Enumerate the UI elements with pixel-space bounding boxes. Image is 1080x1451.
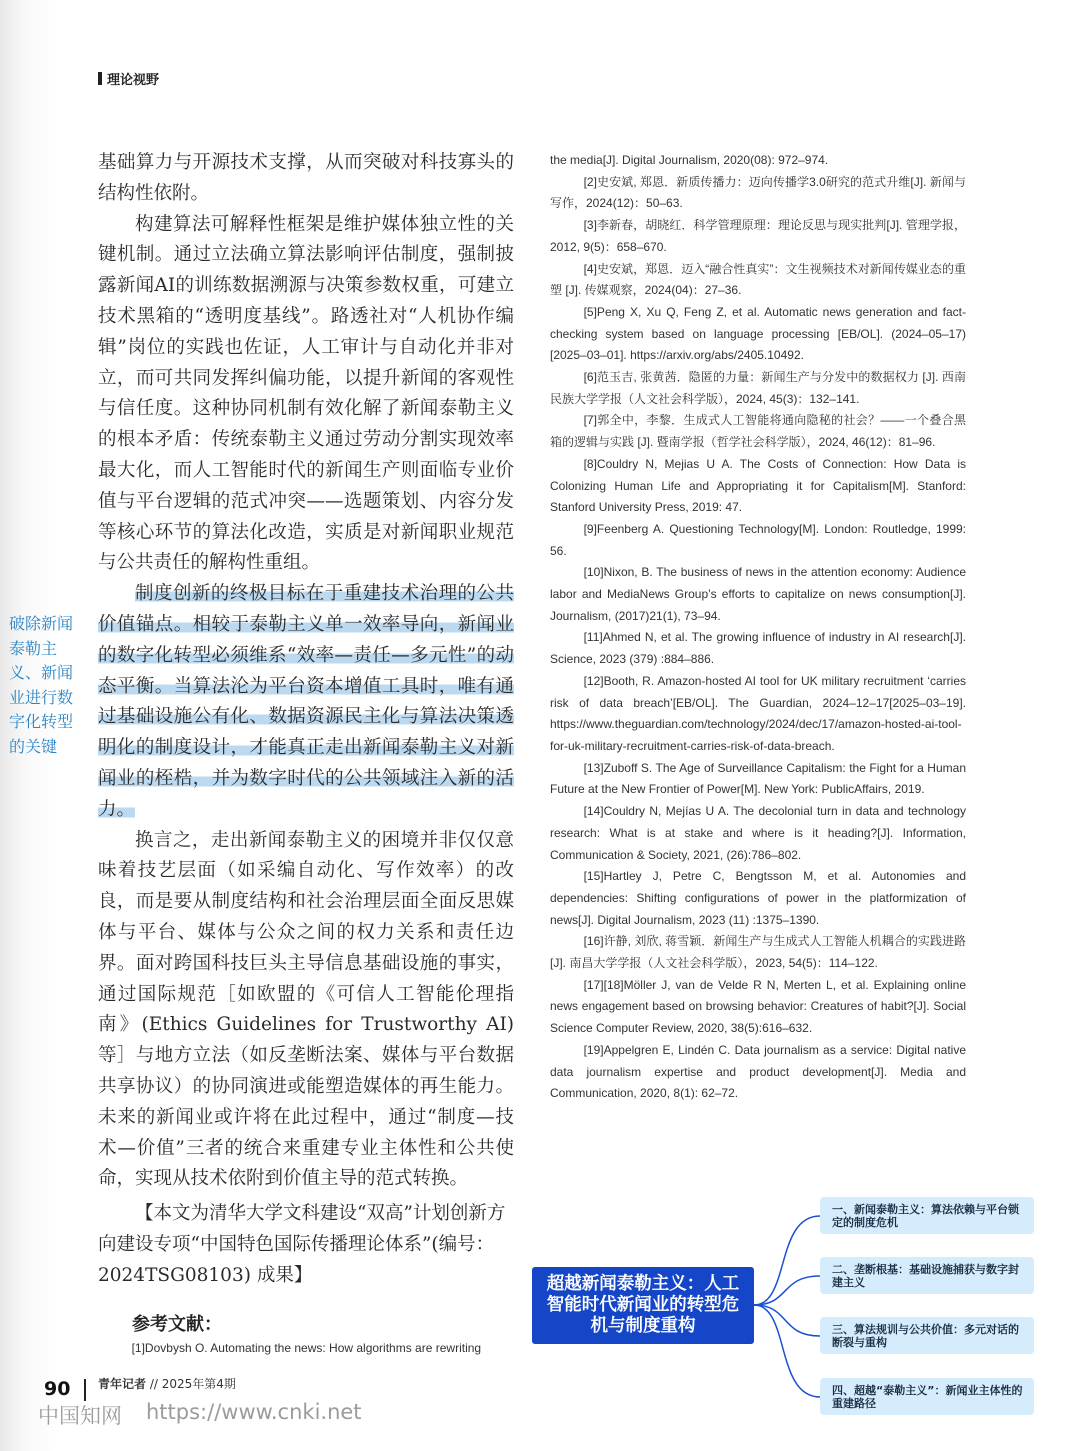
paragraph-1: 基础算力与开源技术支撑，从而突破对科技寡头的结构性依附。 xyxy=(98,152,514,204)
reference-entry: [19]Appelgren E, Lindén C. Data journalism as a service: Digital native data journalism expertise and product development[J]. Media and Communication, 2020, 8(1): 62–72. xyxy=(550,1042,966,1101)
cnki-watermark xyxy=(38,1400,362,1430)
mindmap-branch-4: 四、超越“泰勒主义”：新闻业主体性的重建路径 xyxy=(820,1378,1034,1415)
reference-entry: the media[J]. Digital Journalism, 2020(08): 972–974. xyxy=(550,153,829,167)
section-header xyxy=(98,69,159,88)
margin-annotation: 破除新闻泰勒主义、新闻业进行数字化转型的关键 xyxy=(9,614,74,756)
reference-entry: [15]Hartley J, Petre C, Bengtsson M, et al. Autonomies and dependencies: Shifting configurations of power in the platformization of news[J]. Digital Journalism, 2023 (11) :1375–1390. xyxy=(550,869,966,927)
reference-entry: [4]史安斌，郑恩．迈入“融合性真实”：文生视频技术对新闻传媒业态的重塑 [J]. 传媒观察，2024(04)：27–36. xyxy=(550,261,966,298)
reference-entry: [5]Peng X, Xu Q, Feng Z, et al. Automatic news generation and fact-checking system based on language processing [EB/OL]. (2024–05–17) [2025–03–01]. https://arxiv.org/abs/2405.10492. xyxy=(550,304,966,363)
paragraph-3-highlighted xyxy=(98,579,514,825)
mindmap-center-node: 超越新闻泰勒主义：人工智能时代新闻业的转型危机与制度重构 xyxy=(532,1267,754,1344)
left-column xyxy=(98,148,514,1360)
funding-note: 【本文为清华大学文科建设“双高”计划创新方向建设专项“中国特色国际传播理论体系”(编号：2024TSG08103) 成果】 xyxy=(98,1203,506,1286)
watermark-url: https://www.cnki.net xyxy=(146,1400,362,1424)
reference-entry: [11]Ahmed N, et al. The growing influence of industry in AI research[J]. Science, 2023 (379) :884–886. xyxy=(550,630,966,667)
mindmap-branch-3: 三、算法规训与公共价值：多元对话的断裂与重构 xyxy=(820,1317,1034,1354)
references-heading: 参考文献： xyxy=(132,1313,222,1335)
mindmap-branch-2: 二、垄断根基：基础设施捕获与数字封建主义 xyxy=(820,1257,1034,1294)
reference-entry: [3]李新春，胡晓红．科学管理原理：理论反思与现实批判[J]. 管理学报，2012, 9(5)：658–670. xyxy=(550,218,966,254)
footer-divider xyxy=(84,1379,86,1401)
reference-1: [1]Dovbysh O. Automating the news: How algorithms are rewriting xyxy=(131,1340,482,1355)
reference-entry: [16]许静, 刘欣, 蒋雪颖．新闻生产与生成式人工智能人机耦合的实践进路 [J]. 南昌大学学报（人文社会科学版），2023, 54(5)：114–122. xyxy=(550,934,966,971)
reference-entry: [14]Couldry N, Mejías U A. The decolonial turn in data and technology research: What is at stake and where is it heading?[J]. Information, Communication & Society, 2021, (26):786–802. xyxy=(550,804,966,862)
journal-name: 青年记者 xyxy=(98,1377,147,1391)
paragraph-4: 换言之，走出新闻泰勒主义的困境并非仅仅意味着技艺层面（如采编自动化、写作效率）的改良，而是要从制度结构和社会治理层面全面反思媒体与平台、媒体与公众之间的权力关系和责任边界。面对跨国科技巨头主导信息基础设施的事实，通过国际规范［如欧盟的《可信人工智能伦理指南》(Ethics Guidelines for Trustworthy AI) 等］与地方立法（如反垄断法案、媒体与平台数据共享协议）的协同演进或能塑造媒体的再生能力。未来的新闻业或许将在此过程中，通过“制度—技术—价值”三者的统合来重建专业主体性和公共使命，实现从技术依附到价值主导的范式转换。 xyxy=(98,829,514,1190)
page-number: 90 xyxy=(44,1378,71,1400)
reference-entry: [12]Booth, R. Amazon-hosted AI tool for UK military recruitment ‘carries risk of data breach’[EB/OL]. The Guardian, 2024–12–17[2025–03–19]. https://www.theguardian.com/technology/2024/dec/17/amazon-hosted-ai-tool-for-uk-military-recruitment-carries-risk-of-data-breach. xyxy=(550,673,966,753)
section-marker-icon xyxy=(98,72,102,85)
reference-entry: [10]Nixon, B. The business of news in the attention economy: Audience labor and MediaNews Group’s efforts to capitalize on news consumption[J]. Journalism, (2017)21(1), 73–94. xyxy=(550,565,966,623)
reference-entry: [17][18]Möller J, van de Velde R N, Merten L, et al. Explaining online news engagement based on browsing behavior: Creatures of habit?[J]. Social Science Computer Review, 2020, 38(5):616–632. xyxy=(550,977,966,1036)
reference-entry: [7]郭全中，李黎．生成式人工智能将通向隐秘的社会？——一个叠合黑箱的逻辑与实践 [J]. 暨南学报（哲学社会科学版），2024, 46(12)：81–96. xyxy=(550,413,966,450)
connector-line-2 xyxy=(754,1276,820,1305)
watermark-cn: 中国知网 xyxy=(38,1404,122,1428)
paragraph-2: 构建算法可解释性框架是维护媒体独立性的关键机制。通过立法确立算法影响评估制度，强制披露新闻AI的训练数据溯源与决策参数权重，可建立技术黑箱的“透明度基线”。路透社对“人机协作编辑”岗位的实践也佐证，人工审计与自动化并非对立，而可共同发挥纠偏功能，以提升新闻的客观性与信任度。这种协同机制有效化解了新闻泰勒主义的根本矛盾：传统泰勒主义通过劳动分割实现效率最大化，而人工智能时代的新闻生产则面临专业价值与平台逻辑的范式冲突——选题策划、内容分发等核心环节的算法化改造，实质是对新闻职业规范与公共责任的解构性重组。 xyxy=(98,213,514,574)
section-title: 理论视野 xyxy=(107,73,160,88)
mindmap-branch-1: 一、新闻泰勒主义：算法依赖与平台锁定的制度危机 xyxy=(820,1197,1034,1234)
reference-entry: [2]史安斌, 郑恩．新质传播力：迈向传播学3.0研究的范式升维[J]. 新闻与写作，2024(12)：50–63. xyxy=(550,174,966,211)
connector-line-1 xyxy=(754,1216,820,1305)
connector-line-4 xyxy=(754,1305,820,1397)
highlight-span: 制度创新的终极目标在于重建技术治理的公共价值锚点。相较于泰勒主义单一效率导向，新闻业的数字化转型必须维系“效率—责任—多元性”的动态平衡。当算法沦为平台资本增值工具时，唯有通过基础设施公有化、数据资源民主化与算法决策透明化的制度设计，才能真正走出新闻泰勒主义对新闻业的桎梏，并为数字时代的公共领域注入新的活力。 xyxy=(98,583,514,820)
reference-entry: [9]Feenberg A. Questioning Technology[M]. London: Routledge, 1999: 56. xyxy=(550,521,966,558)
reference-entry: [8]Couldry N, Mejias U A. The Costs of Connection: How Data is Colonizing Human Life and Appropriating it for Capitalism[M]. Stanford: Stanford University Press, 2019: 47. xyxy=(550,456,966,515)
footer-journal xyxy=(98,1375,236,1392)
connector-line-3 xyxy=(754,1305,820,1336)
references-column xyxy=(550,150,966,1160)
reference-entry: [13]Zuboff S. The Age of Surveillance Capitalism: the Fight for a Human Future at the New Frontier of Power[M]. New York: PublicAffairs, 2019. xyxy=(550,760,966,797)
reference-entry: [6]范玉吉, 张黄茜．隐匿的力量：新闻生产与分发中的数据权力 [J]. 西南民族大学学报（人文社会科学版），2024, 45(3)：132–141. xyxy=(550,370,966,406)
journal-issue: // 2025年第4期 xyxy=(149,1377,236,1391)
